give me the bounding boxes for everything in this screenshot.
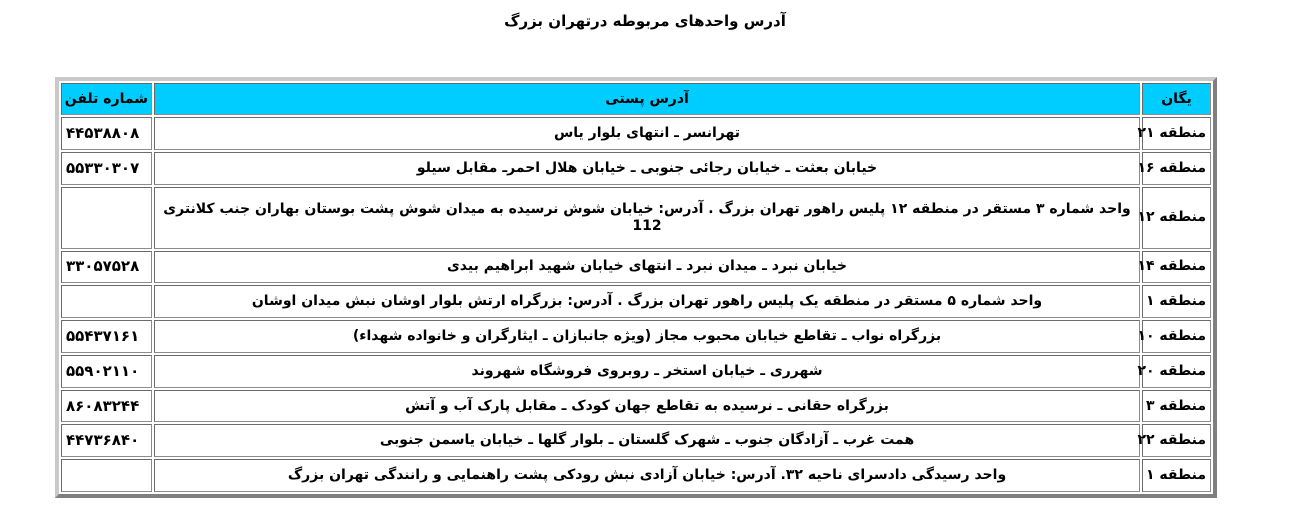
table-row [61,117,1211,150]
unit-cell: منطقه ۳ [1142,390,1211,423]
table-row [61,459,1211,492]
unit-cell: منطقه ۱۲ [1142,187,1211,249]
unit-cell: منطقه ۲۱ [1142,117,1211,150]
unit-cell: منطقه ۱۰ [1142,320,1211,353]
unit-cell: منطقه ۱۴ [1142,251,1211,284]
units-table [59,81,1213,494]
address-cell: بزرگراه حقانی ـ نرسیده به تقاطع جهان کودک ـ مقابل پارک آب و آتش [154,390,1140,423]
phone-cell: ۸۶۰۸۳۲۴۴ [61,390,152,423]
table-row [61,424,1211,457]
table-row [61,285,1211,318]
address-cell: خیابان بعثت ـ خیابان رجائی جنوبی ـ خیابان هلال احمرـ مقابل سیلو [154,152,1140,185]
address-cell: بزرگراه نواب ـ تقاطع خیابان محبوب مجاز (ویژه جانبازان ـ ایثارگران و خانواده شهداء) [154,320,1140,353]
phone-cell: ۳۳۰۵۷۵۲۸ [61,251,152,284]
page-title: آدرس واحدهای مربوطه درتهران بزرگ [504,12,786,30]
phone-cell: ۴۴۷۳۶۸۴۰ [61,424,152,457]
address-cell: شهرری ـ خیابان استخر ـ روبروی فروشگاه شهروند [154,355,1140,388]
phone-cell [61,187,152,249]
units-table-frame [55,77,1217,498]
header-address: آدرس پستی [154,83,1140,115]
unit-cell: منطقه ۱ [1142,285,1211,318]
address-cell: تهرانسر ـ انتهای بلوار یاس [154,117,1140,150]
address-cell: واحد رسیدگی دادسرای ناحیه ۳۲. آدرس: خیابان آزادی نبش رودکی پشت راهنمایی و رانندگی تهران بزرگ [154,459,1140,492]
phone-cell: ۵۵۳۳۰۳۰۷ [61,152,152,185]
phone-cell [61,285,152,318]
unit-cell: منطقه ۲۰ [1142,355,1211,388]
phone-cell: ۵۵۴۳۷۱۶۱ [61,320,152,353]
table-row [61,251,1211,284]
header-phone: شماره تلفن [61,83,152,115]
address-cell: خیابان نبرد ـ میدان نبرد ـ انتهای خیابان شهید ابراهیم بیدی [154,251,1140,284]
unit-cell: منطقه ۱ [1142,459,1211,492]
table-header-row [61,83,1211,115]
unit-cell: منطقه ۲۲ [1142,424,1211,457]
table-row [61,355,1211,388]
unit-cell: منطقه ۱۶ [1142,152,1211,185]
address-cell: واحد شماره ۳ مستقر در منطقه ۱۲ پلیس راهور تهران بزرگ . آدرس: خیابان شوش نرسیده به میدان شوش پشت بوستان بهاران جنب کلانتری 112 [154,187,1140,249]
phone-cell [61,459,152,492]
table-row [61,187,1211,249]
table-row [61,390,1211,423]
address-cell: همت غرب ـ آزادگان جنوب ـ شهرک گلستان ـ بلوار گلها ـ خیابان یاسمن جنوبی [154,424,1140,457]
table-row [61,320,1211,353]
phone-cell: ۴۴۵۳۸۸۰۸ [61,117,152,150]
header-unit: یگان [1142,83,1211,115]
address-cell: واحد شماره ۵ مستقر در منطقه یک پلیس راهور تهران بزرگ . آدرس: بزرگراه ارتش بلوار اوشان نبش میدان اوشان [154,285,1140,318]
phone-cell: ۵۵۹۰۲۱۱۰ [61,355,152,388]
table-row [61,152,1211,185]
